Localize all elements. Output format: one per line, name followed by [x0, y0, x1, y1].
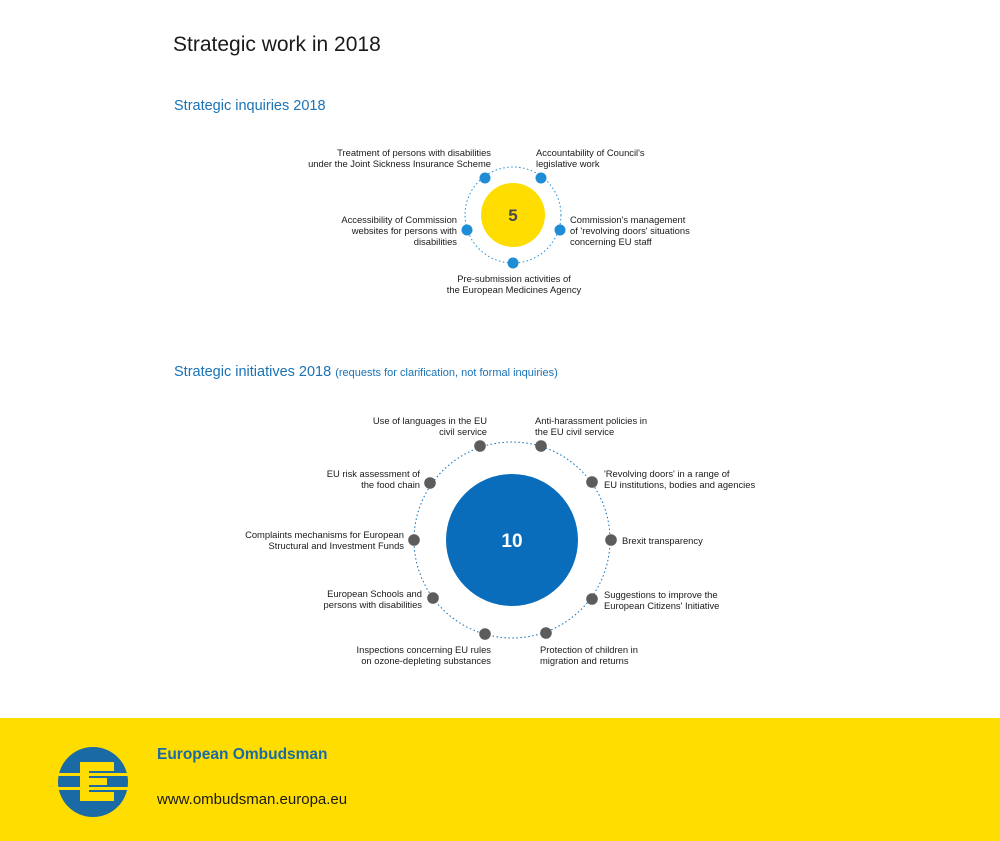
inquiry-dot-4 — [508, 258, 519, 269]
inquiries-count: 5 — [508, 206, 518, 225]
inquiry-dot-1 — [480, 173, 491, 184]
initiative-dot-3 — [586, 476, 598, 488]
initiative-dot-9 — [408, 534, 420, 546]
initiative-label: Use of languages in the EU civil service — [372, 415, 487, 438]
inquiries-cluster — [462, 167, 566, 269]
initiative-label: Brexit transparency — [622, 535, 703, 546]
initiatives-cluster — [408, 440, 617, 640]
website-link[interactable]: www.ombudsman.europa.eu — [157, 791, 348, 808]
inquiry-label: Accountability of Council's legislative work — [536, 147, 645, 170]
initiative-dot-4 — [605, 534, 617, 546]
initiative-label: Suggestions to improve the European Citizens' Initiative — [604, 589, 720, 612]
organization-name: European Ombudsman — [157, 746, 328, 763]
initiative-dot-6 — [540, 627, 552, 639]
inquiries-title: Strategic inquiries 2018 — [174, 98, 326, 114]
initiative-label: European Schools and persons with disabilities — [323, 588, 422, 611]
inquiry-dot-5 — [462, 225, 473, 236]
initiative-dot-5 — [586, 593, 598, 605]
inquiry-label: Commission's management of 'revolving doors' situations concerning EU staff — [570, 214, 690, 248]
initiative-label: Anti-harassment policies in the EU civil service — [535, 415, 648, 438]
initiative-label: Inspections concerning EU rules on ozone-depleting substances — [356, 644, 491, 667]
inquiry-dot-3 — [555, 225, 566, 236]
initiative-label: Protection of children in migration and returns — [540, 644, 638, 667]
initiative-dot-1 — [474, 440, 486, 452]
initiatives-note: (requests for clarification, not formal inquiries) — [335, 367, 558, 379]
footer-banner — [0, 718, 1000, 841]
initiative-dot-2 — [535, 440, 547, 452]
inquiry-label: Accessibility of Commission websites for persons with disabilities — [341, 214, 457, 248]
page-title: Strategic work in 2018 — [173, 33, 381, 56]
initiative-dot-7 — [479, 628, 491, 640]
european-ombudsman-logo — [58, 747, 128, 817]
inquiry-label: Pre-submission activities of the European Medicines Agency — [446, 273, 582, 296]
inquiry-label: Treatment of persons with disabilities under the Joint Sickness Insurance Scheme — [308, 147, 491, 170]
initiatives-title: Strategic initiatives 2018 — [174, 364, 332, 380]
initiative-dot-8 — [427, 592, 439, 604]
initiatives-count: 10 — [501, 531, 523, 552]
initiative-label: 'Revolving doors' in a range of EU institutions, bodies and agencies — [604, 468, 756, 491]
initiative-dot-10 — [424, 477, 436, 489]
initiative-label: EU risk assessment of the food chain — [326, 468, 420, 491]
inquiry-dot-2 — [536, 173, 547, 184]
initiative-label: Complaints mechanisms for European Structural and Investment Funds — [245, 529, 404, 552]
